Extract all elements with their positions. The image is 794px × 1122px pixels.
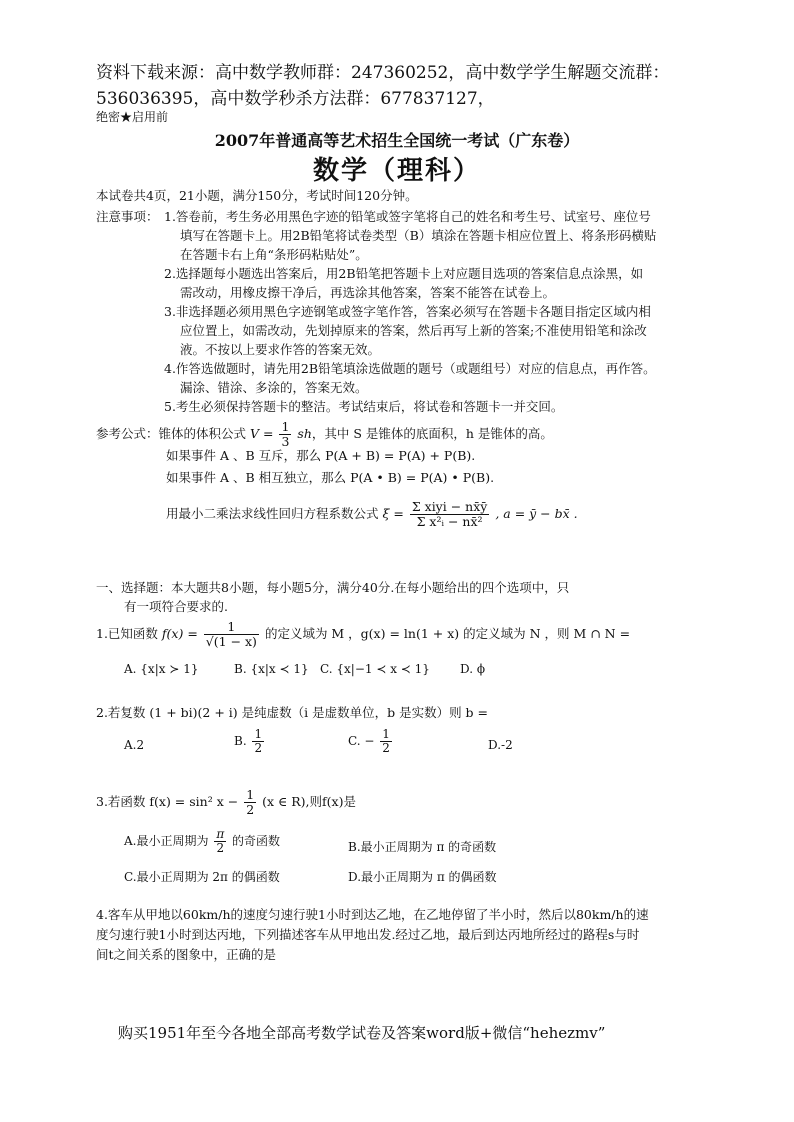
question-3-stem bbox=[96, 788, 356, 817]
note-line: 5.考生必须保持答题卡的整洁。考试结束后，将试卷和答题卡一并交回。 bbox=[164, 399, 564, 414]
q1-post: 的定义域为 M ，g(x) = ln(1 + x) 的定义域为 N ，则 M ∩ N = bbox=[264, 625, 631, 641]
q3-a-pi: π bbox=[216, 827, 225, 841]
regression-rhs: , a = ȳ − bx̄ . bbox=[495, 505, 578, 521]
source-header-line1: 资料下载来源：高中数学教师群：247360252，高中数学学生解题交流群： bbox=[96, 63, 670, 83]
note-line: 2.选择题每小题选出答案后，用2B铅笔把答题卡上对应题目选项的答案信息点涂黑，如 bbox=[164, 266, 644, 281]
note-line: 液。不按以上要求作答的答案无效。 bbox=[180, 342, 381, 357]
q2-c-frac-num: 1 bbox=[382, 727, 390, 741]
question-4-line: 间t之间关系的图象中，正确的是 bbox=[96, 947, 277, 962]
section1-heading-cont: 有一项符合要求的. bbox=[124, 599, 228, 614]
q3-option-c: C.最小正周期为 2π 的偶函数 bbox=[124, 870, 280, 884]
q3-a-fraction bbox=[214, 828, 226, 855]
note-line: 填写在答题卡上。用2B铅笔将试卷类型（B）填涂在答题卡相应位置上、将条形码横贴 bbox=[180, 228, 657, 243]
note-line: 1.答卷前，考生务必用黑色字迹的铅笔或签字笔将自己的姓名和考生号、试室号、座位号 bbox=[164, 209, 651, 224]
cone-rhs: sh bbox=[297, 425, 312, 441]
q1-option-a: A. {x|x ≻ 1} bbox=[124, 662, 199, 676]
q1-f: f(x) = bbox=[161, 625, 198, 641]
question-1-stem bbox=[96, 620, 630, 649]
subject-title: 数学（理科） bbox=[312, 156, 481, 186]
q2-b-fraction bbox=[252, 728, 264, 755]
note-line: 3.非选择题必须用黑色字迹钢笔或签字笔作答，答案必须写在答题卡各题目指定区域内相 bbox=[164, 304, 651, 319]
note-line: 需改动，用橡皮擦干净后，再选涂其他答案，答案不能答在试卷上。 bbox=[180, 285, 556, 300]
formula-independent: 如果事件 A 、B 相互独立，那么 P(A • B) = P(A) • P(B). bbox=[166, 470, 495, 485]
cone-fraction bbox=[279, 420, 291, 449]
regression-den: Σ x²ᵢ − nx̄² bbox=[416, 513, 483, 529]
question-4-line: 4.客车从甲地以60km/h的速度匀速行驶1小时到达乙地，在乙地停留了半小时，然后以80km/h的速 bbox=[96, 907, 649, 922]
q3-option-b: B.最小正周期为 π 的奇函数 bbox=[348, 840, 497, 854]
q3-option-d: D.最小正周期为 π 的偶函数 bbox=[348, 870, 497, 884]
q1-option-c: C. {x|−1 ≺ x ≺ 1} bbox=[320, 662, 430, 676]
question-2-stem: 2.若复数 (1 + bi)(2 + i) 是纯虚数（i 是虚数单位，b 是实数）则 b = bbox=[96, 705, 488, 720]
q3-fraction bbox=[244, 788, 256, 817]
q3-a-two: 2 bbox=[216, 841, 225, 856]
q1-frac-num: 1 bbox=[204, 620, 259, 635]
formula-cone bbox=[96, 420, 553, 449]
section1-heading: 一、选择题：本大题共8小题，每小题5分，满分40分.在每小题给出的四个选项中，只 bbox=[96, 580, 570, 595]
cone-frac-num: 1 bbox=[281, 419, 290, 434]
exam-title: 2007年普通高等艺术招生全国统一考试（广东卷） bbox=[214, 131, 580, 150]
q2-c-label: C. − bbox=[348, 734, 375, 749]
formulas-label: 参考公式： bbox=[96, 425, 159, 441]
q1-frac-den: √(1 − x) bbox=[205, 633, 257, 649]
cone-frac-den: 3 bbox=[281, 433, 290, 449]
q2-option-a: A.2 bbox=[124, 738, 145, 752]
source-header-line2: 536036395，高中数学秒杀方法群：677837127， bbox=[96, 89, 495, 109]
note-line: 4.作答选做题时，请先用2B铅笔填涂选做题的题号（或题组号）对应的信息点，再作答。 bbox=[164, 361, 656, 376]
q3-frac-den: 2 bbox=[246, 801, 255, 817]
q2-b-frac-num: 1 bbox=[254, 727, 263, 741]
q3-frac-num: 1 bbox=[246, 787, 255, 802]
intro-text: 本试卷共4页，21小题，满分150分，考试时间120分钟。 bbox=[96, 188, 418, 203]
q3-post: (x ∈ R),则f(x)是 bbox=[262, 793, 356, 809]
q1-option-d: D. ϕ bbox=[460, 662, 486, 676]
q2-c-frac-den: 2 bbox=[382, 741, 390, 756]
footer-advert: 购买1951年至今各地全部高考数学试卷及答案word版+微信“hehezmv” bbox=[118, 1024, 606, 1042]
question-4-line: 度匀速行驶1小时到达丙地，下列描述客车从甲地出发.经过乙地，最后到达丙地所经过的路程s与时 bbox=[96, 927, 640, 942]
note-line: 应位置上，如需改动，先划掉原来的答案，然后再写上新的答案;不准使用铅笔和涂改 bbox=[180, 323, 647, 338]
q3-a-pre: A.最小正周期为 bbox=[124, 834, 209, 849]
q1-pre: 1.已知函数 bbox=[96, 625, 158, 641]
formula-regression bbox=[166, 500, 578, 529]
q2-c-fraction bbox=[380, 728, 392, 755]
q3-pre: 3.若函数 f(x) = sin² x − bbox=[96, 793, 239, 809]
regression-fraction bbox=[410, 500, 490, 529]
q2-option-c bbox=[348, 728, 394, 755]
regression-pre: 用最小二乘法求线性回归方程系数公式 bbox=[166, 505, 379, 521]
q2-b-frac-den: 2 bbox=[254, 741, 263, 756]
cone-pre: 锥体的体积公式 bbox=[158, 425, 247, 441]
regression-num: Σ xiyi − nx̄ȳ bbox=[411, 499, 488, 514]
notes-label: 注意事项： bbox=[96, 209, 159, 224]
formula-exclusive: 如果事件 A 、B 互斥，那么 P(A + B) = P(A) + P(B). bbox=[166, 448, 476, 463]
q3-option-a bbox=[124, 828, 280, 855]
regression-lhs: ξ = bbox=[382, 505, 404, 521]
note-line: 漏涂、错涂、多涂的，答案无效。 bbox=[180, 380, 368, 395]
cone-lhs: V = bbox=[250, 425, 274, 441]
q1-fraction bbox=[204, 620, 259, 649]
q2-option-b bbox=[234, 728, 266, 755]
q3-a-post: 的奇函数 bbox=[232, 834, 281, 849]
q2-option-d: D.-2 bbox=[488, 738, 513, 752]
secret-label: 绝密★启用前 bbox=[96, 110, 169, 124]
note-line: 在答题卡右上角“条形码粘贴处”。 bbox=[180, 247, 368, 262]
q1-option-b: B. {x|x ≺ 1} bbox=[234, 662, 309, 676]
q2-b-label: B. bbox=[234, 734, 247, 749]
cone-post: ，其中 S 是锥体的底面积，h 是锥体的高。 bbox=[311, 425, 553, 441]
